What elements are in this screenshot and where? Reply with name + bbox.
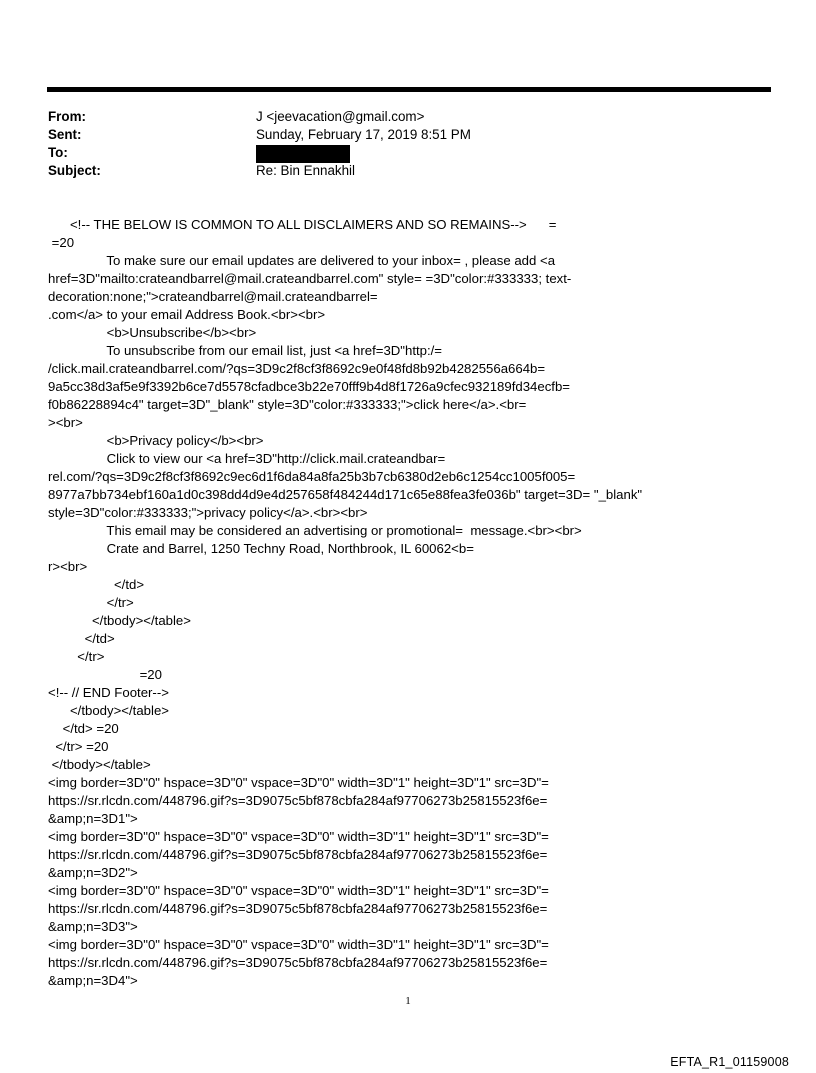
- body-line: </tbody></table>: [48, 757, 151, 772]
- body-line: To make sure our email updates are delivered to your inbox= , please add <a: [48, 253, 556, 268]
- body-line: Crate and Barrel, 1250 Techny Road, Northbrook, IL 60062<b=: [48, 541, 474, 556]
- body-line: &amp;n=3D1">: [48, 811, 138, 826]
- body-line: To unsubscribe from our email list, just <a href=3D"http:/=: [48, 343, 443, 358]
- body-line: <!-- // END Footer-->: [48, 685, 169, 700]
- body-line: &amp;n=3D4">: [48, 973, 138, 988]
- body-line: r><br>: [48, 559, 88, 574]
- body-line: </tr> =20: [48, 739, 109, 754]
- sent-value: Sunday, February 17, 2019 8:51 PM: [256, 127, 471, 142]
- body-line: ><br>: [48, 415, 83, 430]
- body-line: &amp;n=3D2">: [48, 865, 138, 880]
- from-label: From:: [48, 109, 86, 124]
- body-line: https://sr.rlcdn.com/448796.gif?s=3D9075c5bf878cbfa284af97706273b25815523f6e=: [48, 793, 548, 808]
- body-line: style=3D"color:#333333;">privacy policy</a>.<br><br>: [48, 505, 368, 520]
- page-number: 1: [405, 995, 411, 1007]
- header-rule: [47, 87, 771, 92]
- body-line: <img border=3D"0" hspace=3D"0" vspace=3D"0" width=3D"1" height=3D"1" src=3D"=: [48, 829, 549, 844]
- body-line: </tr>: [48, 595, 134, 610]
- body-line: rel.com/?qs=3D9c2f8cf3f8692c9ec6d1f6da84a8fa25b3b7cb6380d2eb6c1254cc1005f005=: [48, 469, 576, 484]
- from-value: J <jeevacation@gmail.com>: [256, 109, 425, 124]
- body-line: <img border=3D"0" hspace=3D"0" vspace=3D"0" width=3D"1" height=3D"1" src=3D"=: [48, 937, 549, 952]
- document-id: EFTA_R1_01159008: [670, 1055, 789, 1069]
- body-line: https://sr.rlcdn.com/448796.gif?s=3D9075c5bf878cbfa284af97706273b25815523f6e=: [48, 955, 548, 970]
- body-line: <img border=3D"0" hspace=3D"0" vspace=3D"0" width=3D"1" height=3D"1" src=3D"=: [48, 883, 549, 898]
- body-line: <img border=3D"0" hspace=3D"0" vspace=3D"0" width=3D"1" height=3D"1" src=3D"=: [48, 775, 549, 790]
- body-line: <b>Unsubscribe</b><br>: [48, 325, 257, 340]
- body-line: https://sr.rlcdn.com/448796.gif?s=3D9075c5bf878cbfa284af97706273b25815523f6e=: [48, 901, 548, 916]
- body-line: href=3D"mailto:crateandbarrel@mail.crateandbarrel.com" style= =3D"color:#333333; text-: [48, 271, 572, 286]
- body-line: =20: [48, 667, 162, 682]
- body-line: This email may be considered an advertising or promotional= message.<br><br>: [48, 523, 582, 538]
- body-line: &amp;n=3D3">: [48, 919, 138, 934]
- body-line: <b>Privacy policy</b><br>: [48, 433, 264, 448]
- body-line: </tr>: [48, 649, 105, 664]
- body-line: /click.mail.crateandbarrel.com/?qs=3D9c2f8cf3f8692c9e0f48fd8b92b4282556a664b=: [48, 361, 546, 376]
- sent-label: Sent:: [48, 127, 82, 142]
- body-line: =20: [48, 235, 75, 250]
- body-line: 8977a7bb734ebf160a1d0c398dd4d9e4d257658f484244d171c65e88fea3fe036b" target=3D= "_blank": [48, 487, 643, 502]
- subject-value: Re: Bin Ennakhil: [256, 163, 355, 178]
- body-line: </tbody></table>: [48, 703, 169, 718]
- to-redaction: [256, 145, 350, 163]
- body-line: f0b86228894c4" target=3D"_blank" style=3D"color:#333333;">click here</a>.<br=: [48, 397, 527, 412]
- email-body: [48, 216, 778, 990]
- body-line: 9a5cc38d3af5e9f3392b6ce7d5578cfadbce3b22e70fff9b4d8f1726a9cfec932189fd34ecfb=: [48, 379, 571, 394]
- body-line: </td>: [48, 577, 145, 592]
- body-line: https://sr.rlcdn.com/448796.gif?s=3D9075c5bf878cbfa284af97706273b25815523f6e=: [48, 847, 548, 862]
- to-label: To:: [48, 145, 68, 160]
- body-line: .com</a> to your email Address Book.<br><br>: [48, 307, 326, 322]
- body-line: </td> =20: [48, 721, 119, 736]
- body-line: decoration:none;">crateandbarrel@mail.crateandbarrel=: [48, 289, 378, 304]
- body-line: <!-- THE BELOW IS COMMON TO ALL DISCLAIMERS AND SO REMAINS--> =: [48, 217, 557, 232]
- subject-label: Subject:: [48, 163, 101, 178]
- body-line: Click to view our <a href=3D"http://click.mail.crateandbar=: [48, 451, 446, 466]
- body-line: </td>: [48, 631, 115, 646]
- body-line: </tbody></table>: [48, 613, 191, 628]
